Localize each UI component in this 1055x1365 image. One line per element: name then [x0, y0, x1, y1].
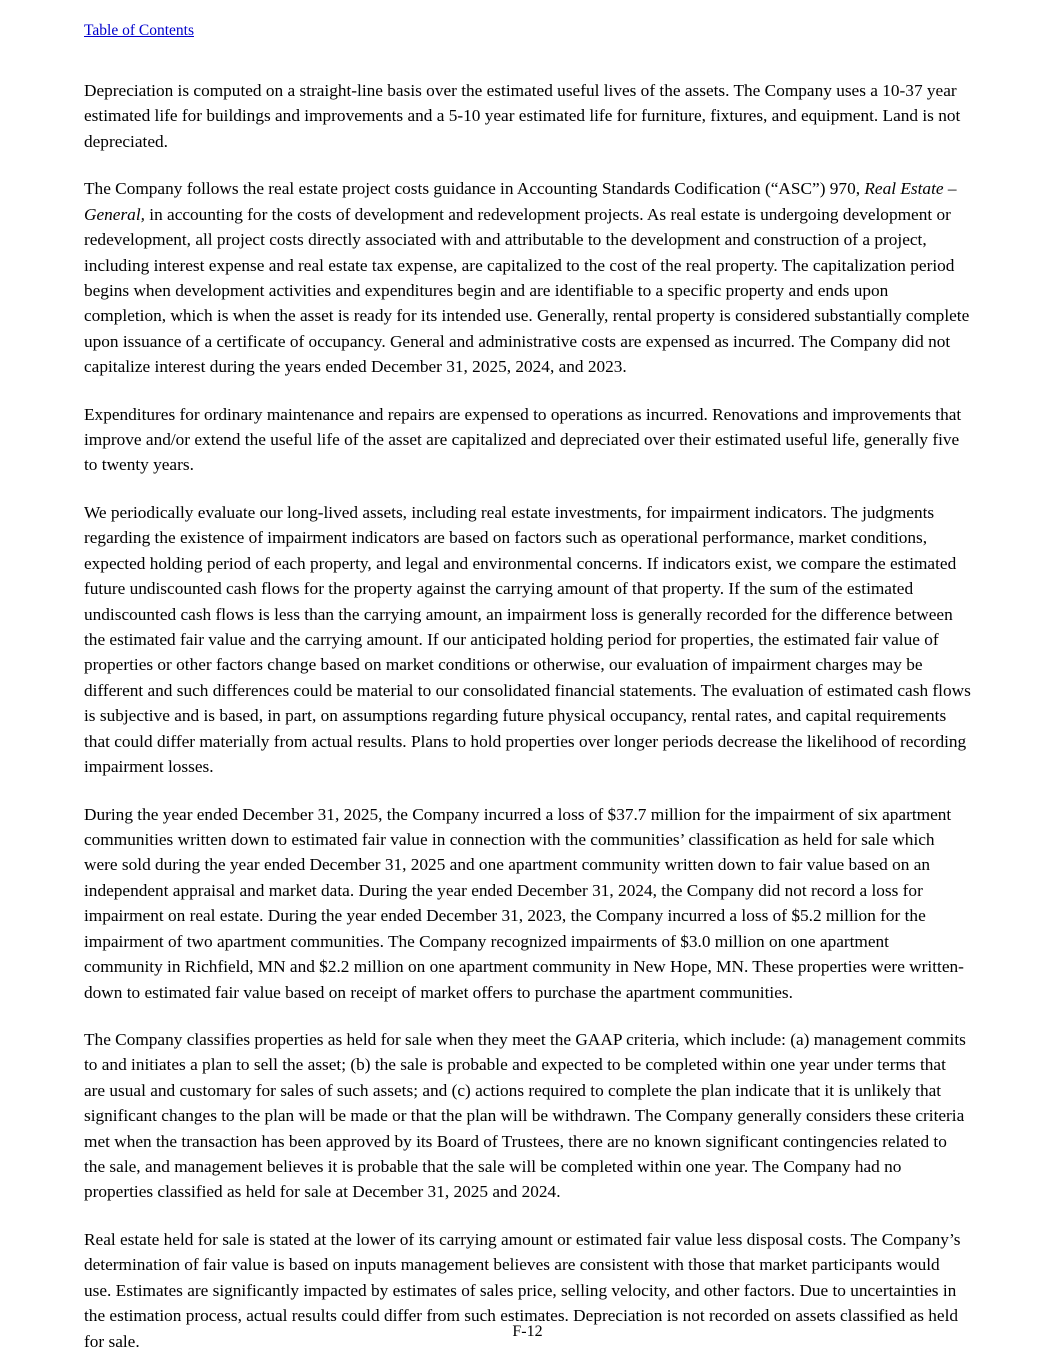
- paragraph-held-for-sale-criteria: The Company classifies properties as held for sale when they meet the GAAP criteria, which include: (a) management commits to and initiates a plan to sell the asset; (b) the sale is probable and expected to be completed within one year under terms that are usual and customary for sales of such assets; and (c) actions required to complete the plan indicate that it is unlikely that significant changes to the plan will be made or that the plan will be withdrawn. The Company generally considers these criteria met when the transaction has been approved by its Board of Trustees, there are no known significant contingencies related to the sale, and management believes it is probable that the sale will be completed within one year. The Company had no properties classified as held for sale at December 31, 2025 and 2024.: [84, 1029, 966, 1202]
- paragraph-held-for-sale-measurement: Real estate held for sale is stated at the lower of its carrying amount or estimated fair value less disposal costs. The Company’s determination of fair value is based on inputs management believes are consistent with those that market participants would use. Estimates are significantly impacted by estimates of sales price, selling velocity, and other factors. Due to uncertainties in the estimation process, actual results could differ from such estimates. Depreciation is not recorded on assets classified as held for sale.: [84, 1229, 961, 1351]
- paragraph-depreciation: Depreciation is computed on a straight-line basis over the estimated useful lives of the assets. The Company uses a 10-37 year estimated life for buildings and improvements and a 5-10 year estimated life for furniture, fixtures, and equipment. Land is not depreciated.: [84, 81, 961, 151]
- paragraph-project-costs: The Company follows the real estate project costs guidance in Accounting Standards Codification (“ASC”) 970, Real Estate – General, in accounting for the costs of development and redevelopment projects. As real estate is undergoing development or redevelopment, all project costs directly associated with and attributable to the development and construction of a project, including interest expense and real estate tax expense, are capitalized to the cost of the real property. The capitalization period begins when development activities and expenditures begin and are identifiable to a specific property and ends upon completion, which is when the asset is ready for its intended use. Generally, rental property is considered substantially complete upon issuance of a certificate of occupancy. General and administrative costs are expensed as incurred. The Company did not capitalize interest during the years ended December 31, 2025, 2024, and 2023.: [84, 179, 970, 377]
- paragraph-impairment-evaluation: We periodically evaluate our long-lived assets, including real estate investments, for impairment indicators. The judgments regarding the existence of impairment indicators are based on factors such as operational performance, market conditions, expected holding period of each property, and legal and environmental concerns. If indicators exist, we compare the estimated future undiscounted cash flows for the property against the carrying amount of that property. If the sum of the estimated undiscounted cash flows is less than the carrying amount, an impairment loss is generally recorded for the difference between the estimated fair value and the carrying amount. If our anticipated holding period for properties, the estimated fair value of properties or other factors change based on market conditions or otherwise, our evaluation of impairment charges may be different and such differences could be material to our consolidated financial statements. The evaluation of estimated cash flows is subjective and is based, in part, on assumptions regarding future physical occupancy, rental rates, and capital requirements that could differ materially from actual results. Plans to hold properties over longer periods decrease the likelihood of recording impairment losses.: [84, 502, 971, 777]
- page-number: F-12: [512, 1323, 543, 1340]
- table-of-contents-link[interactable]: Table of Contents: [84, 22, 194, 39]
- paragraph-maintenance: Expenditures for ordinary maintenance and repairs are expensed to operations as incurred. Renovations and improvements that improve and/or extend the useful life of the asset are capitalized and depreciated over their estimated useful life, generally five to twenty years.: [84, 404, 962, 475]
- paragraph-impairment-losses: During the year ended December 31, 2025, the Company incurred a loss of $37.7 million for the impairment of six apartment communities written down to estimated fair value in connection with the communities’ classification as held for sale which were sold during the year ended December 31, 2025 and one apartment community written down to fair value based on an independent appraisal and market data. During the year ended December 31, 2024, the Company did not record a loss for impairment on real estate. During the year ended December 31, 2023, the Company incurred a loss of $5.2 million for the impairment of two apartment communities. The Company recognized impairments of $3.0 million on one apartment community in Richfield, MN and $2.2 million on one apartment community in New Hope, MN. These properties were written-down to estimated fair value based on receipt of market offers to purchase the apartment communities.: [84, 804, 964, 1002]
- page-footer: [0, 1323, 1055, 1341]
- document-body: [84, 78, 971, 1354]
